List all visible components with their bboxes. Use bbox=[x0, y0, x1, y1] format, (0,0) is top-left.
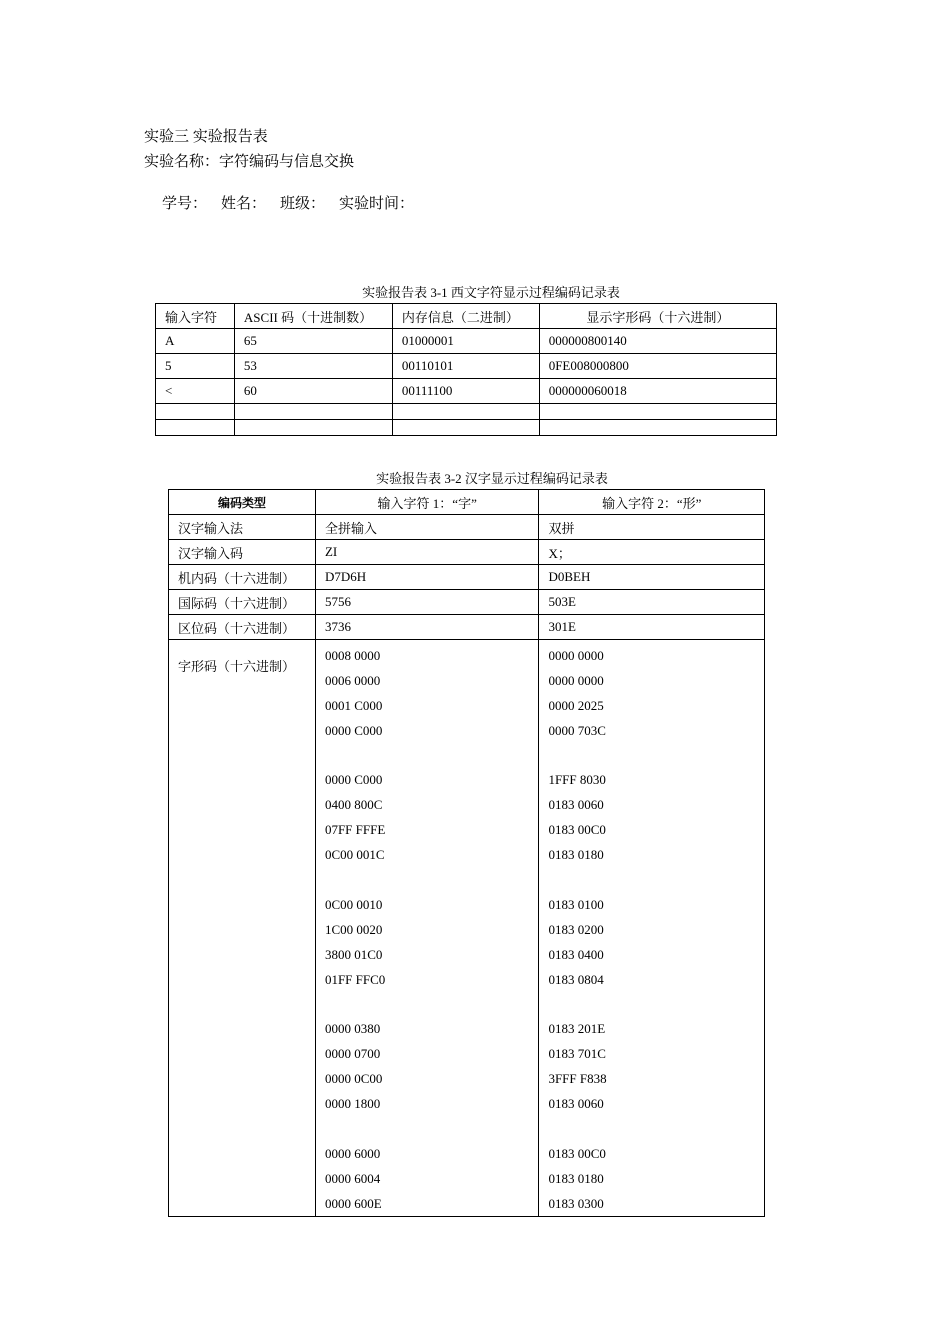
empty-cell bbox=[234, 420, 392, 436]
empty-cell bbox=[392, 420, 539, 436]
glyph-code-line: 1C00 0020 bbox=[324, 921, 383, 937]
name-label: 姓名： bbox=[221, 196, 267, 212]
table-cell: 000000800140 bbox=[539, 329, 776, 354]
glyph-code-line: 3800 01C0 bbox=[324, 946, 383, 962]
glyph-code-line: 0183 0180 bbox=[548, 1170, 604, 1186]
glyph-code-line: 3FFF F838 bbox=[548, 1071, 607, 1087]
glyph-code-line: 0000 1800 bbox=[324, 1096, 381, 1112]
table-row bbox=[156, 329, 777, 354]
table-cell: 53 bbox=[234, 354, 392, 379]
table-cell: 000000060018 bbox=[539, 379, 776, 404]
glyph-code-line: 0183 701C bbox=[548, 1046, 606, 1062]
glyph-code-line: 0006 0000 bbox=[324, 672, 381, 688]
glyph-code-line: 1FFF 8030 bbox=[548, 772, 606, 788]
table-cell: 双拼 bbox=[539, 515, 765, 540]
table-cell: X； bbox=[539, 540, 765, 565]
table-header-row bbox=[169, 490, 765, 515]
glyph-code-line bbox=[325, 1117, 530, 1142]
table1-caption: 实验报告表 3-1 西文字符显示过程编码记录表 bbox=[362, 285, 620, 300]
table-row bbox=[169, 590, 765, 615]
time-label: 实验时间： bbox=[339, 196, 415, 212]
glyph-code-line: 0183 0300 bbox=[548, 1195, 604, 1211]
empty-cell bbox=[234, 404, 392, 420]
table-header-row bbox=[156, 304, 777, 329]
glyph-code-line: 0183 0060 bbox=[548, 1096, 604, 1112]
experiment-name: 实验名称：字符编码与信息交换 bbox=[144, 154, 355, 170]
glyph-code-line: 0000 600E bbox=[324, 1195, 382, 1211]
glyph-code-line bbox=[325, 868, 530, 893]
table-row bbox=[169, 515, 765, 540]
glyph-code-line: 0000 6000 bbox=[324, 1145, 381, 1161]
glyph-code-char1 bbox=[315, 640, 539, 1217]
glyph-code-line: 0000 0700 bbox=[324, 1046, 381, 1062]
empty-row bbox=[156, 420, 777, 436]
student-info-line bbox=[162, 194, 428, 214]
glyph-code-line: 0000 2025 bbox=[548, 697, 604, 713]
glyph-code-line: 0000 C000 bbox=[324, 772, 383, 788]
glyph-code-line: 0000 C000 bbox=[324, 722, 383, 738]
empty-cell bbox=[392, 404, 539, 420]
table-cell: A bbox=[156, 329, 235, 354]
table-cell: 5756 bbox=[315, 590, 539, 615]
glyph-code-line: 0000 703C bbox=[548, 722, 606, 738]
glyph-code-line: 0000 0C00 bbox=[324, 1071, 383, 1087]
glyph-code-line: 0183 00C0 bbox=[548, 822, 606, 838]
glyph-code-line: 0183 00C0 bbox=[548, 1145, 606, 1161]
table-cell: 汉字输入法 bbox=[169, 515, 316, 540]
table-row bbox=[169, 565, 765, 590]
glyph-code-line: 0001 C000 bbox=[324, 697, 383, 713]
table-row bbox=[169, 615, 765, 640]
table-cell: 机内码（十六进制） bbox=[169, 565, 316, 590]
table-cell: 00111100 bbox=[392, 379, 539, 404]
table-row bbox=[156, 354, 777, 379]
table-cell: D7D6H bbox=[315, 565, 539, 590]
glyph-code-line: 0C00 0010 bbox=[324, 896, 383, 912]
glyph-code-line: 0183 0100 bbox=[548, 896, 604, 912]
table-cell: 3736 bbox=[315, 615, 539, 640]
glyph-code-line: 0183 0180 bbox=[548, 847, 604, 863]
glyph-code-line: 0400 800C bbox=[324, 797, 383, 813]
table-row bbox=[156, 379, 777, 404]
glyph-code-line: 0000 0000 bbox=[548, 648, 604, 663]
empty-cell bbox=[539, 404, 776, 420]
glyph-code-row bbox=[169, 640, 765, 1217]
table-cell: 0FE008000800 bbox=[539, 354, 776, 379]
glyph-code-line: 0183 0060 bbox=[548, 797, 604, 813]
glyph-code-line bbox=[325, 992, 530, 1017]
header-cell: 输入字符 2：“形” bbox=[539, 490, 765, 515]
table-cell: 国际码（十六进制） bbox=[169, 590, 316, 615]
empty-row bbox=[156, 404, 777, 420]
header-cell: 显示字形码（十六进制） bbox=[539, 304, 776, 329]
glyph-code-char2 bbox=[539, 640, 765, 1217]
table-cell: 区位码（十六进制） bbox=[169, 615, 316, 640]
table-cell: < bbox=[156, 379, 235, 404]
table-cell: 503E bbox=[539, 590, 765, 615]
class-label: 班级： bbox=[280, 196, 326, 212]
table-cell: D0BEH bbox=[539, 565, 765, 590]
glyph-code-line bbox=[325, 744, 530, 769]
table-cell: 301E bbox=[539, 615, 765, 640]
glyph-code-line: 0000 0000 bbox=[548, 672, 604, 688]
header-cell: 内存信息（二进制） bbox=[392, 304, 539, 329]
chinese-char-table bbox=[168, 489, 765, 1217]
table-cell: 全拼输入 bbox=[315, 515, 539, 540]
empty-cell bbox=[156, 404, 235, 420]
table-cell: 5 bbox=[156, 354, 235, 379]
glyph-code-line: 0183 201E bbox=[548, 1021, 606, 1037]
header-cell: 编码类型 bbox=[169, 490, 316, 515]
table-cell: 00110101 bbox=[392, 354, 539, 379]
glyph-code-line bbox=[548, 992, 755, 1017]
western-char-table bbox=[155, 303, 777, 436]
glyph-code-line: 0183 0400 bbox=[548, 946, 604, 962]
table-row bbox=[169, 540, 765, 565]
table-cell: 汉字输入码 bbox=[169, 540, 316, 565]
student-id-label: 学号： bbox=[162, 196, 208, 212]
table-cell: 60 bbox=[234, 379, 392, 404]
glyph-code-line bbox=[548, 744, 755, 769]
empty-cell bbox=[156, 420, 235, 436]
report-title: 实验三 实验报告表 bbox=[144, 129, 268, 145]
glyph-code-line: 0183 0804 bbox=[548, 971, 604, 987]
glyph-code-line bbox=[548, 1117, 755, 1142]
glyph-code-line: 01FF FFC0 bbox=[324, 971, 386, 987]
glyph-code-line: 0C00 001C bbox=[324, 847, 385, 863]
table-cell: 65 bbox=[234, 329, 392, 354]
table-cell: 01000001 bbox=[392, 329, 539, 354]
glyph-code-line bbox=[548, 868, 755, 893]
header-cell: 输入字符 1：“字” bbox=[315, 490, 539, 515]
header-cell: ASCII 码（十进制数） bbox=[234, 304, 392, 329]
empty-cell bbox=[539, 420, 776, 436]
glyph-code-line: 0000 0380 bbox=[324, 1021, 381, 1037]
glyph-code-line: 0000 6004 bbox=[324, 1170, 381, 1186]
header-cell: 输入字符 bbox=[156, 304, 235, 329]
glyph-code-label: 字形码（十六进制） bbox=[169, 640, 316, 1217]
glyph-code-line: 0008 0000 bbox=[324, 648, 381, 663]
table-cell: ZI bbox=[315, 540, 539, 565]
glyph-code-line: 07FF FFFE bbox=[324, 822, 386, 838]
glyph-code-line: 0183 0200 bbox=[548, 921, 604, 937]
table2-caption: 实验报告表 3-2 汉字显示过程编码记录表 bbox=[376, 471, 608, 486]
